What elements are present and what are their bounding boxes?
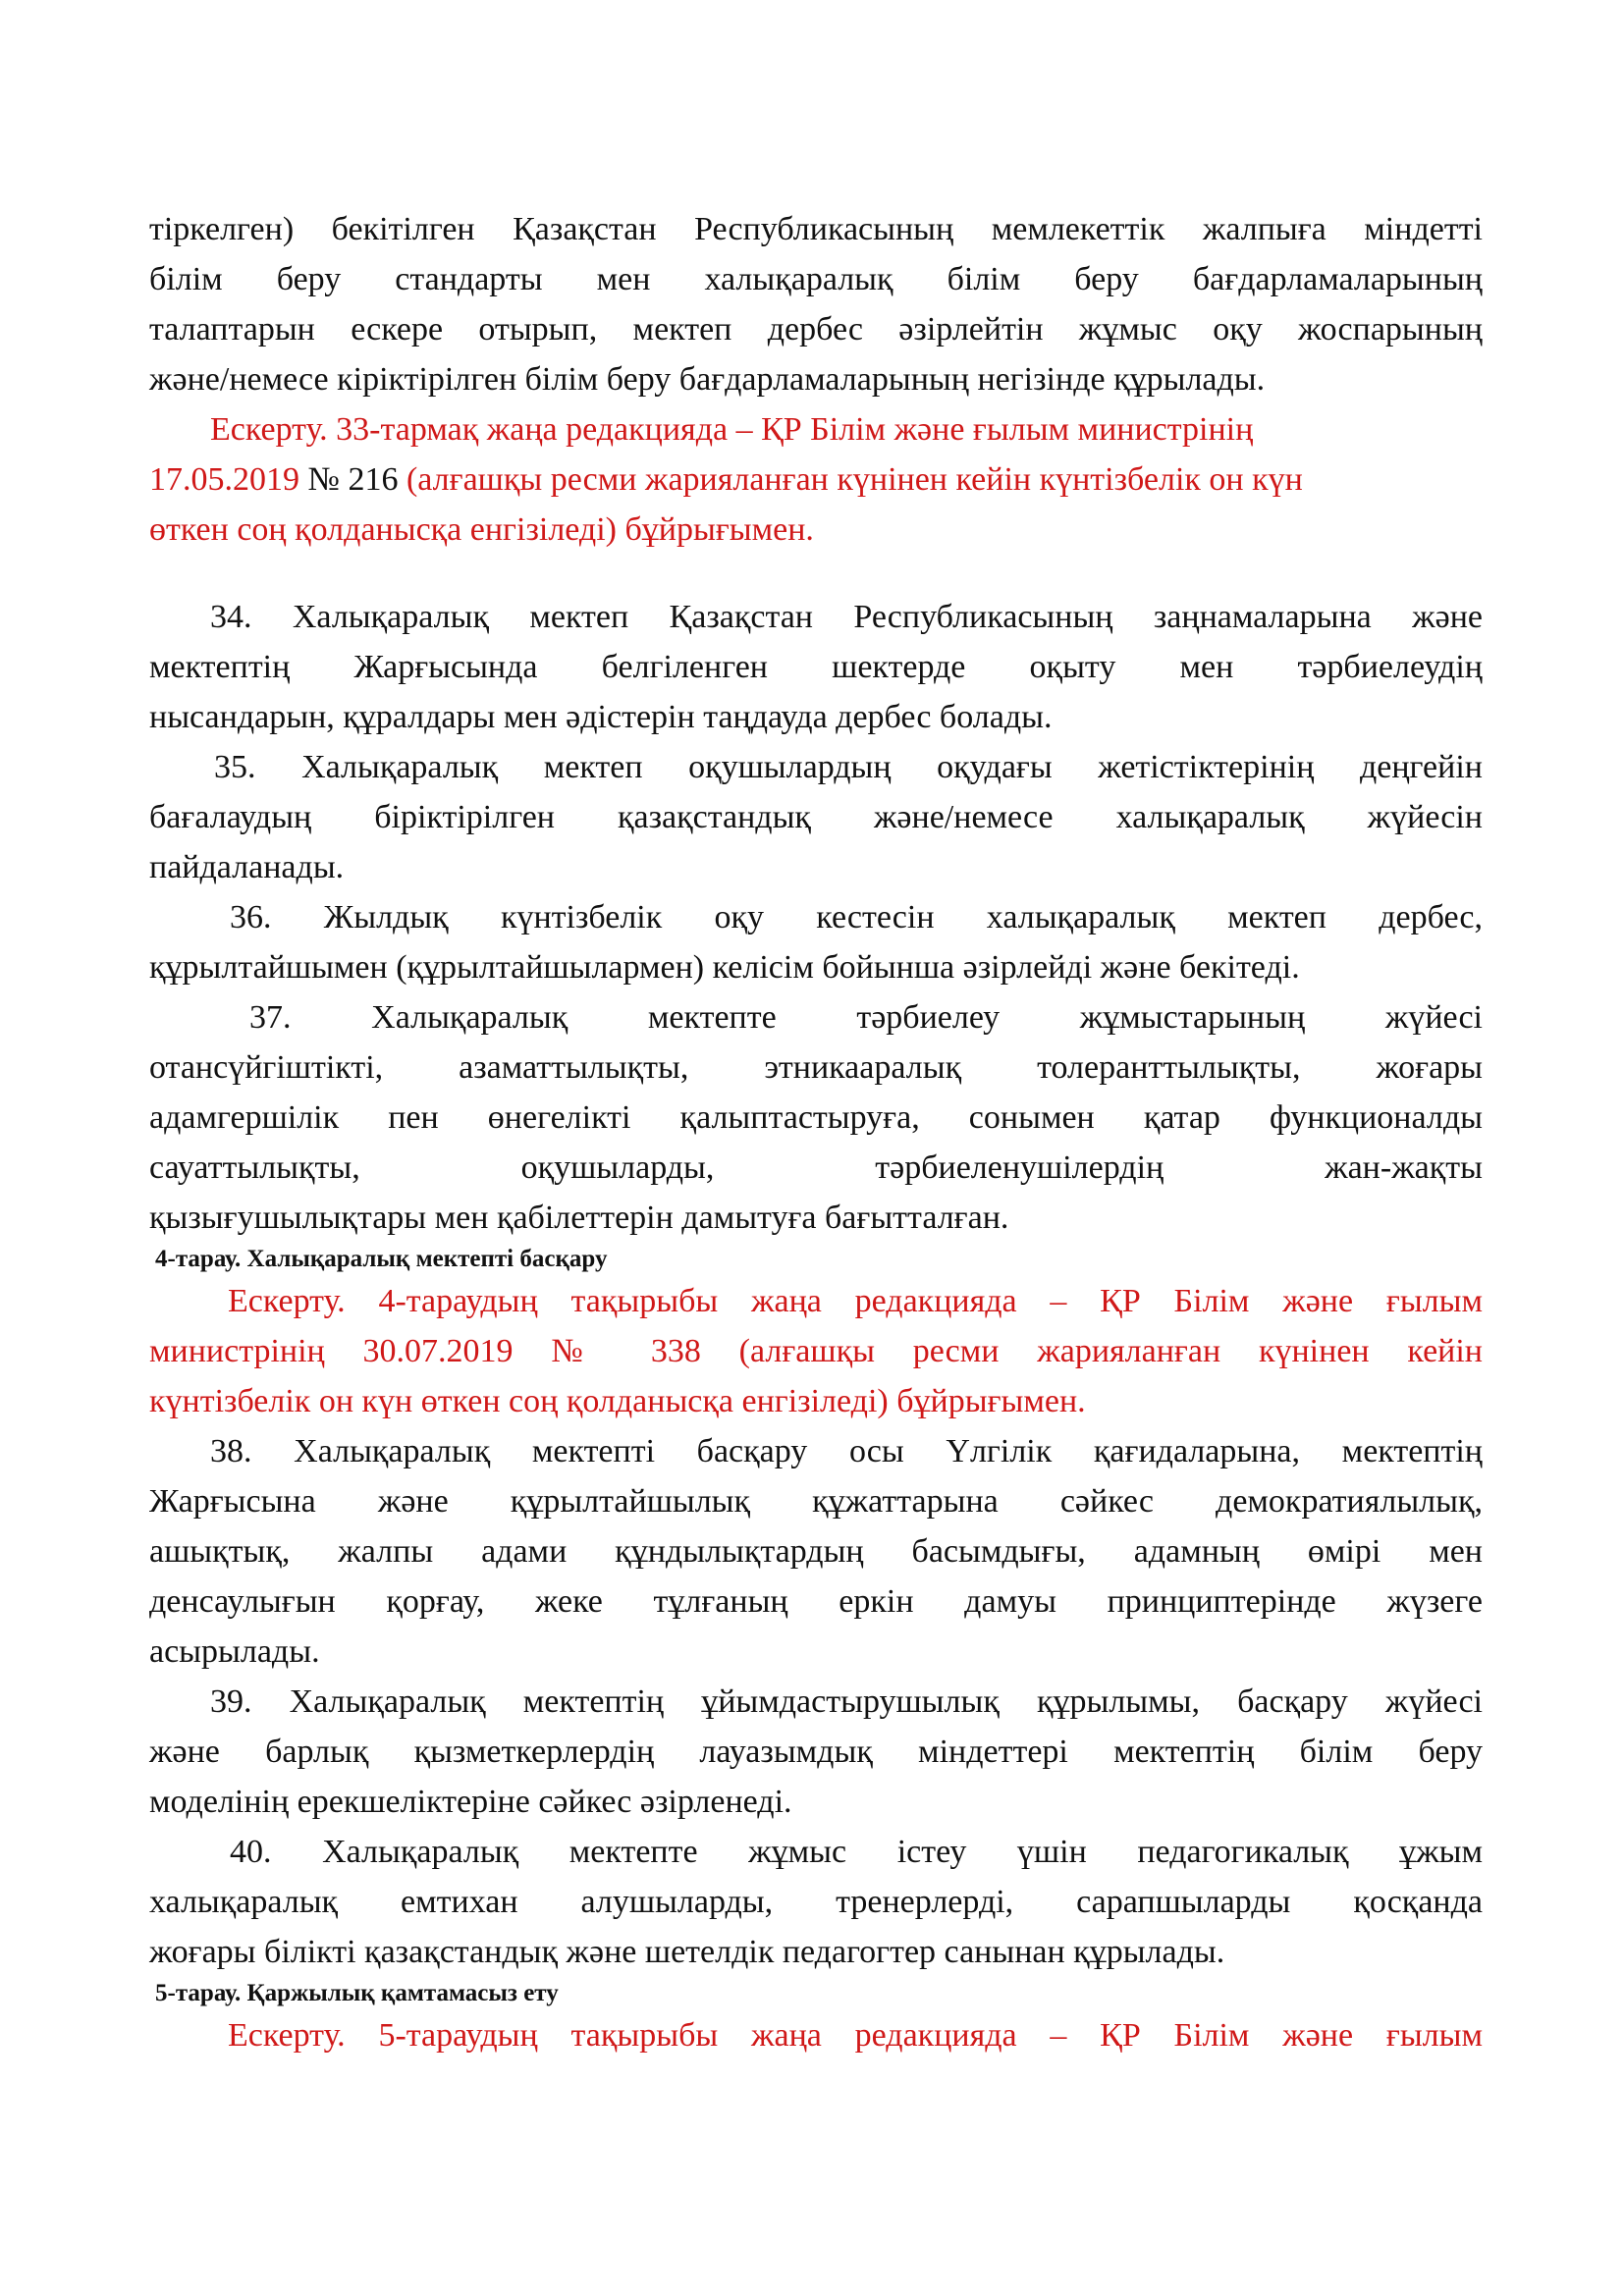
text-line: білім беру стандарты мен халықаралық білім беру бағдарламаларының [149, 261, 1483, 297]
text-line: және барлық қызметкерлердің лауазымдық міндеттері мектептің білім беру [149, 1734, 1483, 1770]
text-line: бағалаудың біріктірілген қазақстандық және/немесе халықаралық жүйесін [149, 799, 1483, 835]
text-line: және/немесе кіріктірілген білім беру бағдарламаларының негізінде құрылады. [149, 361, 1266, 398]
paragraph-37 [149, 992, 1483, 1243]
paragraph-40 [149, 1827, 1483, 1977]
text-line: жоғары білікті қазақстандық және шетелдік педагогтер санынан құрылады. [149, 1934, 1225, 1970]
note-date: 17.05.2019 [149, 461, 299, 498]
paragraph-34 [149, 592, 1483, 742]
note-line: өткен соң қолданысқа енгізіледі) бұйрығымен. [149, 511, 814, 548]
text-line: 34. Халықаралық мектеп Қазақстан Республикасының заңнамаларына және [210, 599, 1483, 635]
paragraph-39 [149, 1677, 1483, 1827]
text-line: тіркелген) бекітілген Қазақстан Республикасының мемлекеттік жалпыға міндетті [149, 211, 1483, 247]
note-line: Ескерту. 33-тармақ жаңа редакцияда – ҚР Білім және ғылым министрінің [210, 411, 1254, 448]
text-line: сауаттылықты, оқушыларды, тәрбиеленушілердің жан-жақты [149, 1149, 1483, 1186]
section-4-heading: 4-тарау. Халықаралық мектепті басқару [155, 1246, 608, 1272]
text-line: моделінің ерекшеліктеріне сәйкес әзірленеді. [149, 1784, 792, 1820]
note-line: Ескерту. 4-тараудың тақырыбы жаңа редакцияда – ҚР Білім және ғылым [228, 1283, 1483, 1319]
amendment-note-section-4 [149, 1276, 1483, 1426]
note-line: Ескерту. 5-тараудың тақырыбы жаңа редакцияда – ҚР Білім және ғылым [228, 2017, 1483, 2054]
paragraph-35 [149, 742, 1483, 892]
text-line: талаптарын ескере отырып, мектеп дербес әзірлейтін жұмыс оқу жоспарының [149, 311, 1483, 347]
text-line: қызығушылықтары мен қабілеттерін дамытуға бағытталған. [149, 1200, 1009, 1236]
text-line: 38. Халықаралық мектепті басқару осы Үлгілік қағидаларына, мектептің [210, 1433, 1483, 1469]
intro-paragraph [149, 204, 1483, 404]
note-line: министрінің 30.07.2019 № 338 (алғашқы ресми жарияланған күнінен кейін [149, 1333, 1483, 1369]
text-line: ашықтық, жалпы адами құндылықтардың басымдығы, адамның өмірі мен [149, 1533, 1483, 1570]
amendment-note-33 [149, 404, 1483, 555]
text-line: халықаралық емтихан алушыларды, тренерлерді, сарапшыларды қосқанда [149, 1884, 1483, 1920]
text-line: отансүйгіштікті, азаматтылықты, этникааралық толеранттылықты, жоғары [149, 1049, 1483, 1086]
text-line: 40. Халықаралық мектепте жұмыс істеу үшін педагогикалық ұжым [230, 1834, 1483, 1870]
text-line: 35. Халықаралық мектеп оқушылардың оқудағы жетістіктерінің деңгейін [214, 749, 1483, 785]
text-line: пайдаланады. [149, 849, 345, 885]
paragraph-36 [149, 892, 1483, 992]
text-line: Жарғысына және құрылтайшылық құжаттарына сәйкес демократиялылық, [149, 1483, 1483, 1520]
text-line: адамгершілік пен өнегелікті қалыптастыруға, сонымен қатар функционалды [149, 1099, 1483, 1136]
text-line: денсаулығын қорғау, жеке тұлғаның еркін дамуы принциптерінде жүзеге [149, 1583, 1483, 1620]
note-line: күнтізбелік он күн өткен соң қолданысқа енгізіледі) бұйрығымен. [149, 1383, 1086, 1419]
text-line: 39. Халықаралық мектептің ұйымдастырушылық құрылымы, басқару жүйесі [210, 1683, 1483, 1720]
document-page [149, 204, 1483, 2060]
spacer [149, 555, 1483, 592]
section-5-heading: 5-тарау. Қаржылық қамтамасыз ету [155, 1980, 559, 2006]
text-line: мектептің Жарғысында белгіленген шектерде оқыту мен тәрбиелеудің [149, 649, 1483, 685]
amendment-note-section-5 [149, 2010, 1483, 2060]
text-line: құрылтайшымен (құрылтайшылармен) келісім бойынша әзірлейді және бекітеді. [149, 949, 1300, 986]
text-line: асырылады. [149, 1633, 320, 1670]
note-line [149, 454, 1483, 505]
paragraph-38 [149, 1426, 1483, 1677]
text-line: нысандарын, құралдары мен әдістерін таңдауда дербес болады. [149, 699, 1053, 735]
text-line: 36. Жылдық күнтізбелік оқу кестесін халықаралық мектеп дербес, [230, 899, 1483, 935]
order-number: № 216 [307, 461, 399, 498]
text-line: 37. Халықаралық мектепте тәрбиелеу жұмыстарының жүйесі [249, 999, 1483, 1036]
note-text: (алғашқы ресми жарияланған күнінен кейін күнтізбелік он күн [406, 461, 1303, 498]
